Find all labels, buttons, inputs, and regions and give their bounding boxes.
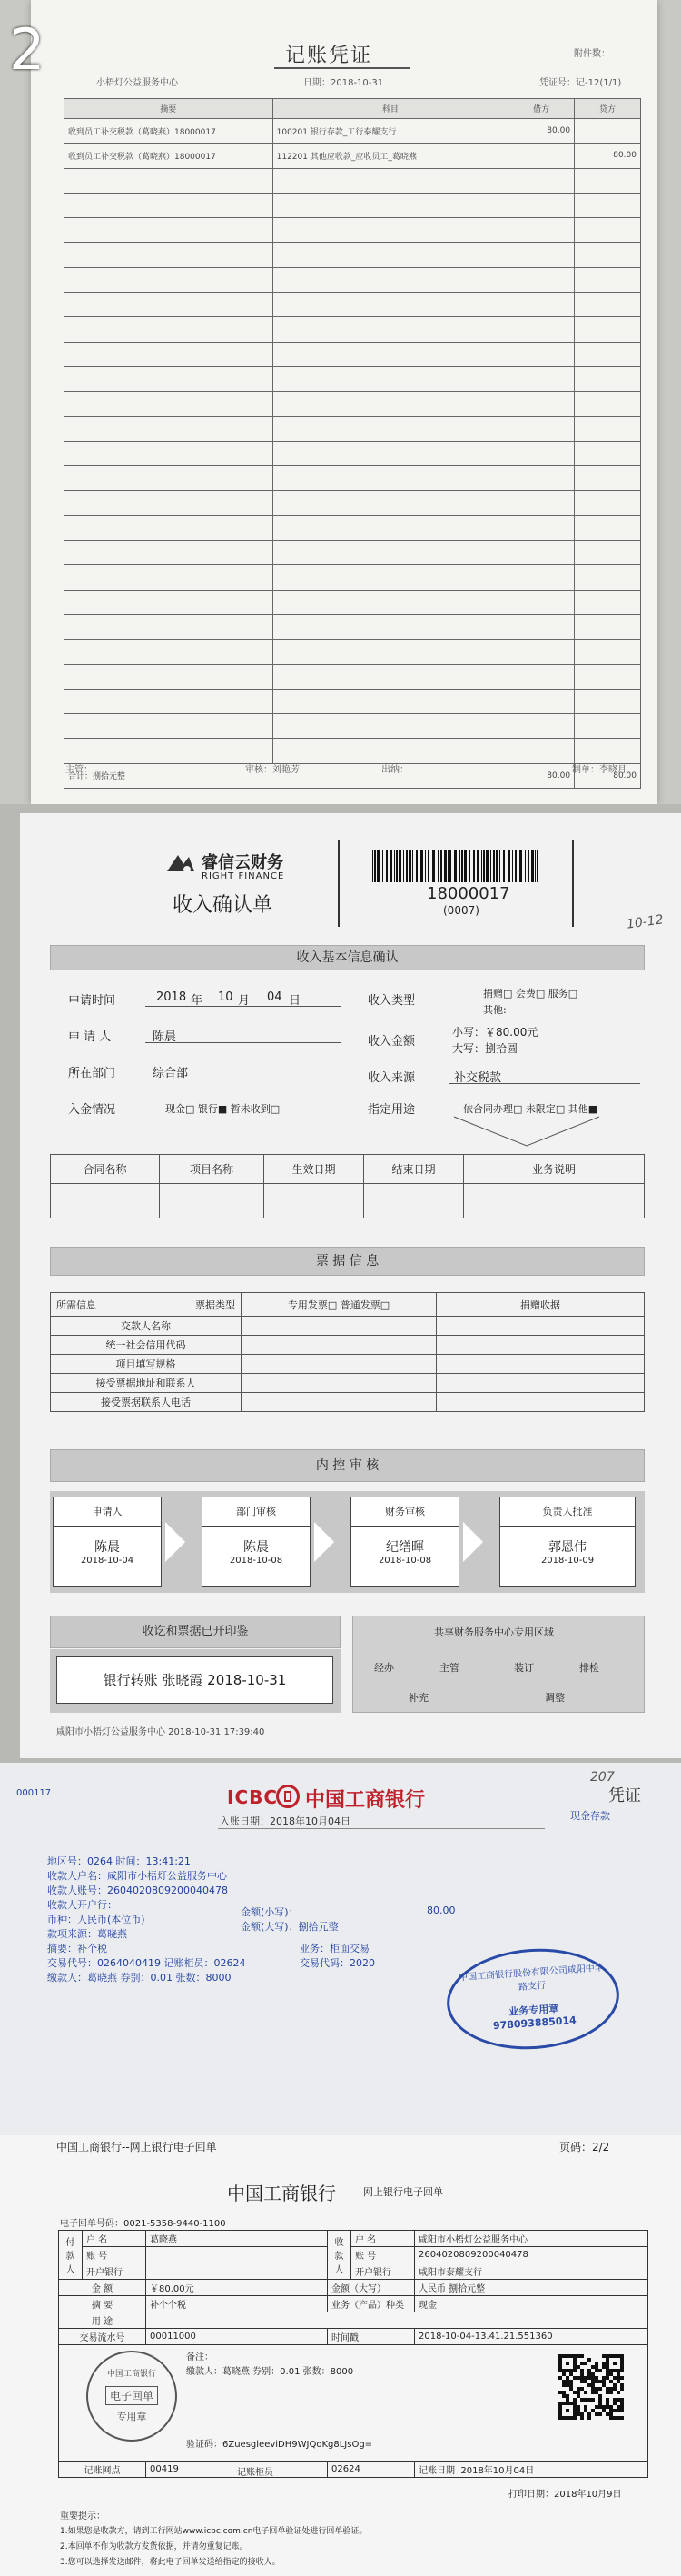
voucher-date: 日期：2018-10-31 <box>303 78 384 88</box>
table-row <box>59 2312 648 2329</box>
icbc-stamp-sub: 业务专用章 <box>508 2003 559 2018</box>
icbc-voucher: 凭证 <box>608 1786 641 1805</box>
biz-value: 现金 <box>415 2296 648 2312</box>
voucher-reviewer: 审核：刘艳芳 <box>245 765 300 775</box>
table-row <box>64 416 641 441</box>
amount-big: 大写：捌拾圆 <box>452 1042 518 1055</box>
invoice-row-label: 统一社会信用代码 <box>51 1336 242 1355</box>
income-confirmation-section <box>0 804 681 1763</box>
table-row <box>59 2345 648 2462</box>
purpose-label: 用 途 <box>59 2312 146 2329</box>
amount-small: 小写：￥80.00元 <box>452 1026 538 1039</box>
contract-header-row <box>51 1155 645 1184</box>
payee-acct: 2604020809200040478 <box>415 2247 648 2263</box>
icbc-amount-small-label: 金额(小写)： <box>241 1906 299 1918</box>
voucher-cashier: 出纳： <box>381 765 409 775</box>
serial-value: 00011000 <box>146 2329 328 2345</box>
right-finance-logo-icon <box>165 851 196 877</box>
flow-role: 负责人批准 <box>500 1497 635 1527</box>
contract-header-desc: 业务说明 <box>464 1155 645 1184</box>
dept-label: 所在部门 <box>68 1067 116 1080</box>
online-receipt-no: 电子回单号码：0021-5358-9440-1100 <box>60 2219 226 2229</box>
icbc-voucher-type: 现金存款 <box>570 1810 610 1822</box>
area-item: 排检 <box>579 1662 599 1674</box>
payer-acct-label: 账 号 <box>83 2247 146 2263</box>
voucher-summary: 收到员工补交税款（葛晓燕）18000017 <box>64 144 273 168</box>
table-row <box>64 491 641 515</box>
type-label: 收入类型 <box>368 994 416 1008</box>
table-row <box>64 366 641 391</box>
entry-date-value: 2018年10月04日 <box>460 2466 535 2476</box>
basic-info-header: 收入基本信息确认 <box>50 945 645 970</box>
income-title: 收入确认单 <box>173 894 273 917</box>
teller-value: 02624 <box>328 2462 415 2478</box>
summary-label: 摘 要 <box>59 2296 146 2312</box>
table-row <box>59 2462 648 2478</box>
apply-year-unit: 年 <box>191 994 203 1008</box>
source-label: 收入来源 <box>368 1071 416 1085</box>
time-label: 时间戳 <box>328 2329 415 2345</box>
barcode-number: 18000017 <box>427 884 510 903</box>
icbc-line: 收款人账号：2604020809200040478 <box>47 1885 228 1896</box>
dept-value: 综合部 <box>153 1067 189 1080</box>
voucher-header-credit: 贷方 <box>575 99 641 119</box>
apply-day: 04 <box>267 990 282 1004</box>
handwritten-note: 10-12 <box>626 912 665 932</box>
area-item: 主管 <box>439 1662 459 1674</box>
icbc-line: 币种：人民币(本位币) <box>47 1914 145 1925</box>
online-header-right: 页码：2/2 <box>559 2141 610 2153</box>
flow-date: 2018-10-08 <box>229 1556 283 1566</box>
brand-en: RIGHT FINANCE <box>202 871 285 881</box>
icbc-bank-en: ICBC <box>227 1786 279 1808</box>
invoice-row-label: 交款人名称 <box>51 1317 242 1336</box>
payee-name: 咸阳市小梧灯公益服务中心 <box>415 2231 648 2247</box>
voucher-total-debit: 80.00 <box>508 763 575 788</box>
table-row <box>51 1374 645 1393</box>
amount-big-label: 金额（大写） <box>328 2280 415 2296</box>
voucher-summary: 收到员工补交税款（葛晓燕）18000017 <box>64 119 273 144</box>
icbc-ref: 000117 <box>16 1788 52 1798</box>
brand-cn: 睿信云财务 <box>202 853 283 872</box>
invoice-row-label: 项目填写规格 <box>51 1355 242 1374</box>
finance-area-title: 共享财务服务中心专用区域 <box>434 1626 554 1638</box>
table-row <box>64 714 641 739</box>
tips-title: 重要提示： <box>60 2511 105 2521</box>
icbc-entry-date: 入账日期：2018年10月04日 <box>220 1815 350 1827</box>
payer-bank-label: 开户银行 <box>83 2263 146 2280</box>
table-row <box>59 2280 648 2296</box>
apply-day-unit: 日 <box>289 994 301 1008</box>
table-row <box>59 2296 648 2312</box>
payee-bank: 咸阳市泰耀支行 <box>415 2263 648 2280</box>
table-row <box>64 466 641 491</box>
icbc-stamp-text: 中国工商银行股份有限公司咸阳中华路支行 <box>458 1963 605 1994</box>
voucher-total-row <box>64 763 641 788</box>
tip-item: 2.本回单不作为收款方发货依据，并请勿重复记账。 <box>60 2542 248 2551</box>
flow-arrow-icon <box>165 1522 185 1562</box>
voucher-header-debit: 借方 <box>508 99 575 119</box>
voucher-title-underline <box>274 67 410 69</box>
voucher-empty-rows <box>64 168 641 763</box>
table-row <box>64 243 641 267</box>
icbc-header-line <box>218 1828 545 1829</box>
area-item: 经办 <box>374 1662 394 1674</box>
voucher-header-row <box>64 99 641 119</box>
payee-name-label: 户 名 <box>351 2231 415 2247</box>
seal-text: 银行转账 张晓霞 2018-10-31 <box>56 1656 333 1704</box>
icbc-line: 收款人开户行： <box>47 1899 117 1911</box>
flow-role: 财务审核 <box>351 1497 459 1527</box>
payer-label: 付款人 <box>59 2231 83 2280</box>
table-row <box>64 689 641 713</box>
icbc-line: 款项来源：葛晓燕 <box>47 1928 127 1940</box>
table-row <box>64 614 641 639</box>
amount-label: 金 额 <box>59 2280 146 2296</box>
table-row <box>64 664 641 689</box>
table-row <box>64 441 641 465</box>
flow-date: 2018-10-09 <box>540 1556 595 1566</box>
icbc-handwritten: 207 <box>590 1770 615 1785</box>
voucher-header-summary: 摘要 <box>64 99 273 119</box>
invoice-row-label: 接受票据联系人电话 <box>51 1393 242 1412</box>
verification-code: 验证码：6ZuesgleeviDH9WJQoKg8LJsOg= <box>186 2440 373 2450</box>
amount-label: 收入金额 <box>368 1035 416 1049</box>
voucher-attachments: 附件数： <box>574 49 610 59</box>
table-row <box>59 2263 648 2280</box>
icbc-bank-cn: 中国工商银行 <box>305 1789 426 1812</box>
table-row <box>64 218 641 243</box>
table-row <box>64 293 641 317</box>
payee-acct-label: 账 号 <box>351 2247 415 2263</box>
voucher-account: 112201 其他应收款_应收员工_葛晓燕 <box>272 144 508 168</box>
apply-time-line <box>145 1006 340 1007</box>
notes-label: 备注： <box>186 2352 213 2362</box>
flow-role: 部门审核 <box>202 1497 310 1527</box>
voucher-account: 100201 银行存款_工行泰耀支行 <box>272 119 508 144</box>
invoice-table <box>50 1292 645 1412</box>
tip-item: 1.如果您是收款方，请到工行网站www.icbc.com.cn电子回单验证处进行回单验证。 <box>60 2527 368 2536</box>
flow-step <box>350 1497 459 1587</box>
seal-header: 收讫和票据已开印鉴 <box>50 1616 340 1648</box>
entry-date-label: 记账日期 <box>419 2466 455 2476</box>
amount-big-value: 人民币 捌拾元整 <box>415 2280 648 2296</box>
icbc-line: 收款人户名：咸阳市小梧灯公益服务中心 <box>47 1870 227 1882</box>
voucher-section <box>0 0 681 804</box>
table-row <box>51 1355 645 1374</box>
voucher-number: 凭证号：记-12(1/1) <box>539 78 622 88</box>
area-item: 调整 <box>545 1692 565 1704</box>
account-site-label: 记账网点 <box>59 2462 146 2478</box>
invoice-info-header: 票 据 信 息 <box>50 1247 645 1276</box>
teller-label: 记账柜员 <box>237 2468 273 2478</box>
table-row <box>64 541 641 565</box>
icbc-business-stamp <box>443 1944 622 2055</box>
entry-options: 现金□ 银行■ 暂未收到□ <box>165 1103 281 1115</box>
purpose-options: 依合同办理□ 未限定□ 其他■ <box>463 1103 598 1115</box>
icbc-line: 地区号：0264 时间：13:41:21 <box>47 1855 191 1867</box>
voucher-table <box>64 98 641 789</box>
flow-name: 陈晨 <box>94 1540 120 1555</box>
print-date: 打印日期：2018年10月9日 <box>508 2490 622 2500</box>
voucher-total-credit: 80.00 <box>575 763 641 788</box>
contract-header-project: 项目名称 <box>160 1155 264 1184</box>
stamp-line3: 专用章 <box>116 2411 147 2422</box>
apply-year: 2018 <box>156 990 187 1004</box>
voucher-credit <box>575 119 641 144</box>
icbc-amount-small: 80.00 <box>427 1905 456 1916</box>
flow-step <box>499 1497 636 1587</box>
applicant-label: 申 请 人 <box>68 1030 112 1044</box>
table-row <box>64 515 641 540</box>
purpose-label: 指定用途 <box>368 1103 416 1117</box>
table-row <box>64 342 641 366</box>
icbc-trans-code: 交易代码：2020 <box>300 1957 375 1969</box>
table-row <box>64 267 641 292</box>
voucher-title: 记账凭证 <box>285 45 373 67</box>
flow-arrow-icon <box>314 1522 334 1562</box>
voucher-total-label: 合计：捌拾元整 <box>64 763 508 788</box>
table-row <box>51 1336 645 1355</box>
table-row <box>59 2231 648 2247</box>
account-site: 00419 <box>150 2464 179 2474</box>
flow-date: 2018-10-08 <box>378 1556 432 1566</box>
voucher-debit <box>508 144 575 168</box>
electronic-receipt-stamp <box>86 2351 177 2442</box>
type-other: 其他: <box>483 1004 507 1016</box>
purpose-branch-icon <box>445 1115 608 1151</box>
area-item: 装订 <box>514 1662 534 1674</box>
icbc-line: 缴款人：葛晓燕 券别：0.01 张数：8000 <box>47 1972 232 1984</box>
serial-label: 交易流水号 <box>59 2329 146 2345</box>
table-row <box>64 144 641 168</box>
stamp-line2: 电子回单 <box>105 2386 158 2405</box>
invoice-type-label: 票据类型 <box>195 1298 235 1311</box>
icbc-line: 摘要：补个税 <box>47 1943 107 1954</box>
voucher-credit: 80.00 <box>575 144 641 168</box>
stamp-line1: 中国工商银行 <box>106 2370 156 2379</box>
applicant-line <box>145 1042 340 1043</box>
icbc-logo-icon <box>276 1785 300 1808</box>
payee-label: 收款人 <box>328 2231 351 2280</box>
invoice-needed-info: 所需信息 <box>56 1298 96 1311</box>
voucher-debit: 80.00 <box>508 119 575 144</box>
applicant-value: 陈晨 <box>153 1030 177 1044</box>
online-receipt-section <box>0 2135 681 2576</box>
type-options: 捐赠□ 会费□ 服务□ <box>483 988 578 1000</box>
table-row <box>64 739 641 763</box>
qr-code-icon <box>558 2354 624 2420</box>
invoice-type-options: 专用发票□ 普通发票□ <box>242 1293 437 1317</box>
table-row <box>51 1393 645 1412</box>
table-row <box>51 1184 645 1218</box>
donation-receipt-label: 捐赠收据 <box>437 1293 645 1317</box>
time-value: 2018-10-04-13.41.21.551360 <box>415 2329 648 2345</box>
table-row <box>64 317 641 342</box>
invoice-row-label: 接受票据地址和联系人 <box>51 1374 242 1393</box>
table-row <box>51 1317 645 1336</box>
flow-arrow-icon <box>463 1522 483 1562</box>
table-row <box>64 392 641 416</box>
barcode-icon <box>372 850 545 882</box>
payer-name-label: 户 名 <box>83 2231 146 2247</box>
apply-month-unit: 月 <box>238 994 251 1008</box>
online-header-left: 中国工商银行--网上银行电子回单 <box>56 2141 217 2153</box>
area-item: 补充 <box>409 1692 429 1704</box>
voucher-header-account: 科目 <box>272 99 508 119</box>
apply-time-label: 申请时间 <box>68 994 116 1008</box>
table-row <box>64 640 641 664</box>
flow-step <box>202 1497 311 1587</box>
flow-role: 申请人 <box>54 1497 161 1527</box>
icbc-amount-big: 金额(大写)：捌拾元整 <box>241 1921 339 1933</box>
table-row <box>64 565 641 590</box>
amount-value: ￥80.00元 <box>146 2280 328 2296</box>
source-value: 补交税款 <box>454 1071 502 1085</box>
voucher-preparer: 制单：李晓月 <box>572 765 627 775</box>
online-receipt-table <box>58 2230 648 2478</box>
table-row <box>64 590 641 614</box>
entry-label: 入金情况 <box>68 1103 116 1117</box>
source-line <box>449 1083 640 1084</box>
voucher-supervisor: 主管： <box>65 765 93 775</box>
payer-name: 葛晓燕 <box>146 2231 328 2247</box>
contract-table <box>50 1154 645 1218</box>
summary-value: 补个个税 <box>146 2296 328 2312</box>
income-footer: 咸阳市小梧灯公益服务中心 2018-10-31 17:39:40 <box>56 1727 265 1737</box>
table-row <box>64 193 641 217</box>
table-row <box>59 2329 648 2345</box>
icbc-line: 交易代号：0264040419 记账柜员：02624 <box>47 1957 246 1969</box>
barcode-sub: (0007) <box>443 904 479 917</box>
payee-bank-label: 开户银行 <box>351 2263 415 2280</box>
table-row <box>64 119 641 144</box>
table-row <box>59 2247 648 2263</box>
contract-header-start: 生效日期 <box>264 1155 364 1184</box>
table-row <box>64 168 641 193</box>
contract-header-name: 合同名称 <box>51 1155 160 1184</box>
voucher-unit: 小梧灯公益服务中心 <box>96 78 178 88</box>
page-number: 2 <box>9 16 45 83</box>
notes-value: 缴款人：葛晓燕 券别：0.01 张数：8000 <box>186 2367 354 2377</box>
tip-item: 3.您可以选择发送邮件，将此电子回单发送给指定的接收人。 <box>60 2558 281 2567</box>
flow-date: 2018-10-04 <box>80 1556 134 1566</box>
icbc-stamp-no: 978093885014 <box>492 2014 577 2033</box>
online-subtitle: 网上银行电子回单 <box>363 2186 443 2198</box>
icbc-deposit-section <box>0 1763 681 2135</box>
online-bank: 中国工商银行 <box>227 2183 336 2204</box>
flow-name: 纪缮暉 <box>386 1540 424 1555</box>
flow-name: 郭恩伟 <box>548 1540 587 1555</box>
invoice-header-row <box>51 1293 645 1317</box>
flow-step <box>53 1497 162 1587</box>
biz-label: 业务（产品）种类 <box>328 2296 415 2312</box>
flow-name: 陈晨 <box>243 1540 269 1555</box>
icbc-biz-type: 业务：柜面交易 <box>300 1943 370 1954</box>
contract-header-end: 结束日期 <box>364 1155 464 1184</box>
internal-audit-header: 内 控 审 核 <box>50 1449 645 1482</box>
apply-month: 10 <box>218 990 233 1004</box>
